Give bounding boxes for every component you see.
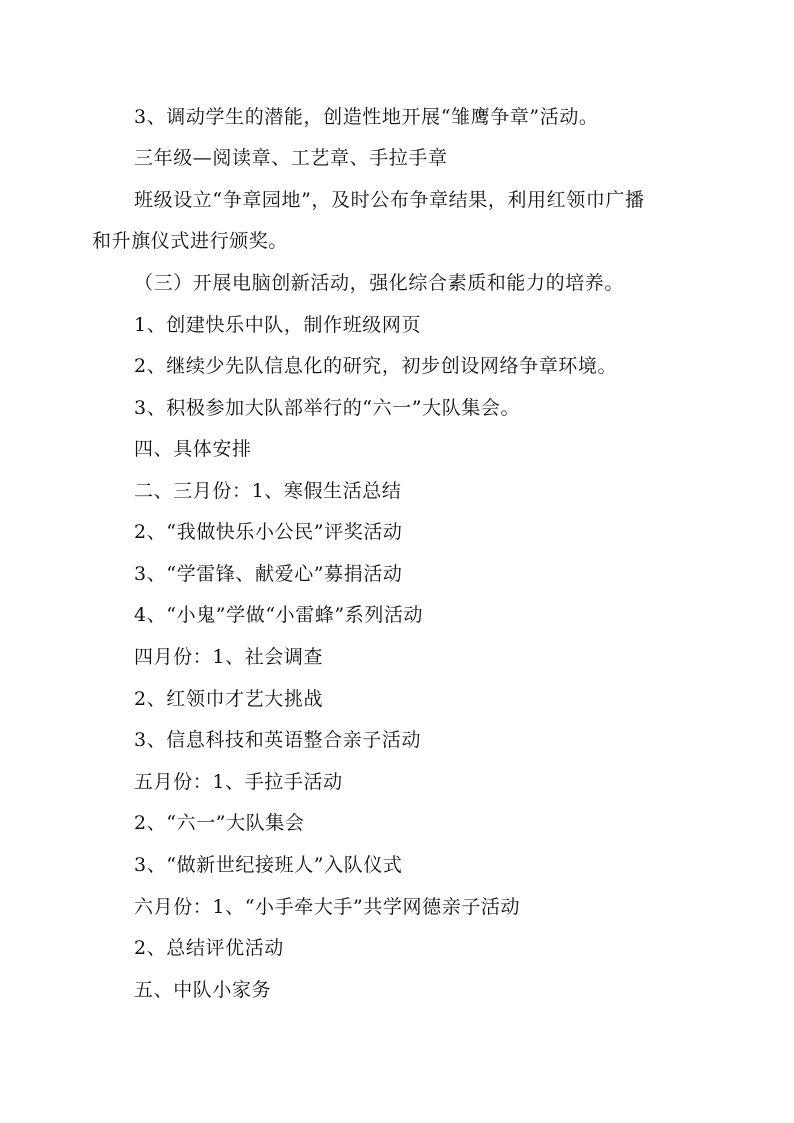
text-line-10: 二、三月份：1、寒假生活总结: [134, 480, 402, 502]
text-line-18: 2、“六一”大队集会: [134, 812, 305, 834]
text-line-22: 五、中队小家务: [134, 979, 272, 1001]
text-line-16: 3、信息科技和英语整合亲子活动: [134, 729, 422, 751]
text-line-6: 1、创建快乐中队，制作班级网页: [134, 314, 422, 336]
text-line-4: 和升旗仪式进行颁奖。: [92, 230, 289, 252]
text-line-5: （三）开展电脑创新活动，强化综合素质和能力的培养。: [134, 272, 625, 294]
text-line-17: 五月份：1、手拉手活动: [134, 771, 343, 793]
text-line-3: 班级设立“争章园地”，及时公布争章结果，利用红领巾广播: [134, 189, 645, 211]
text-line-13: 4、“小鬼”学做“小雷蜂”系列活动: [134, 604, 424, 626]
text-line-14: 四月份：1、社会调查: [134, 646, 324, 668]
text-line-11: 2、“我做快乐小公民”评奖活动: [134, 521, 403, 543]
text-line-21: 2、总结评优活动: [134, 937, 284, 959]
text-line-2: 三年级—阅读章、工艺章、手拉手章: [134, 147, 448, 169]
text-line-8: 3、积极参加大队部举行的“六一”大队集会。: [134, 397, 521, 419]
text-line-12: 3、“学雷锋、献爱心”募捐活动: [134, 563, 403, 585]
text-line-1: 3、调动学生的潜能，创造性地开展“雏鹰争章”活动。: [134, 106, 599, 128]
text-line-9: 四、具体安排: [134, 438, 252, 460]
text-line-15: 2、红领巾才艺大挑战: [134, 688, 324, 710]
text-line-7: 2、继续少先队信息化的研究，初步创设网络争章环境。: [134, 355, 618, 377]
text-line-19: 3、“做新世纪接班人”入队仪式: [134, 854, 403, 876]
text-line-20: 六月份：1、“小手牵大手”共学网德亲子活动: [134, 896, 521, 918]
